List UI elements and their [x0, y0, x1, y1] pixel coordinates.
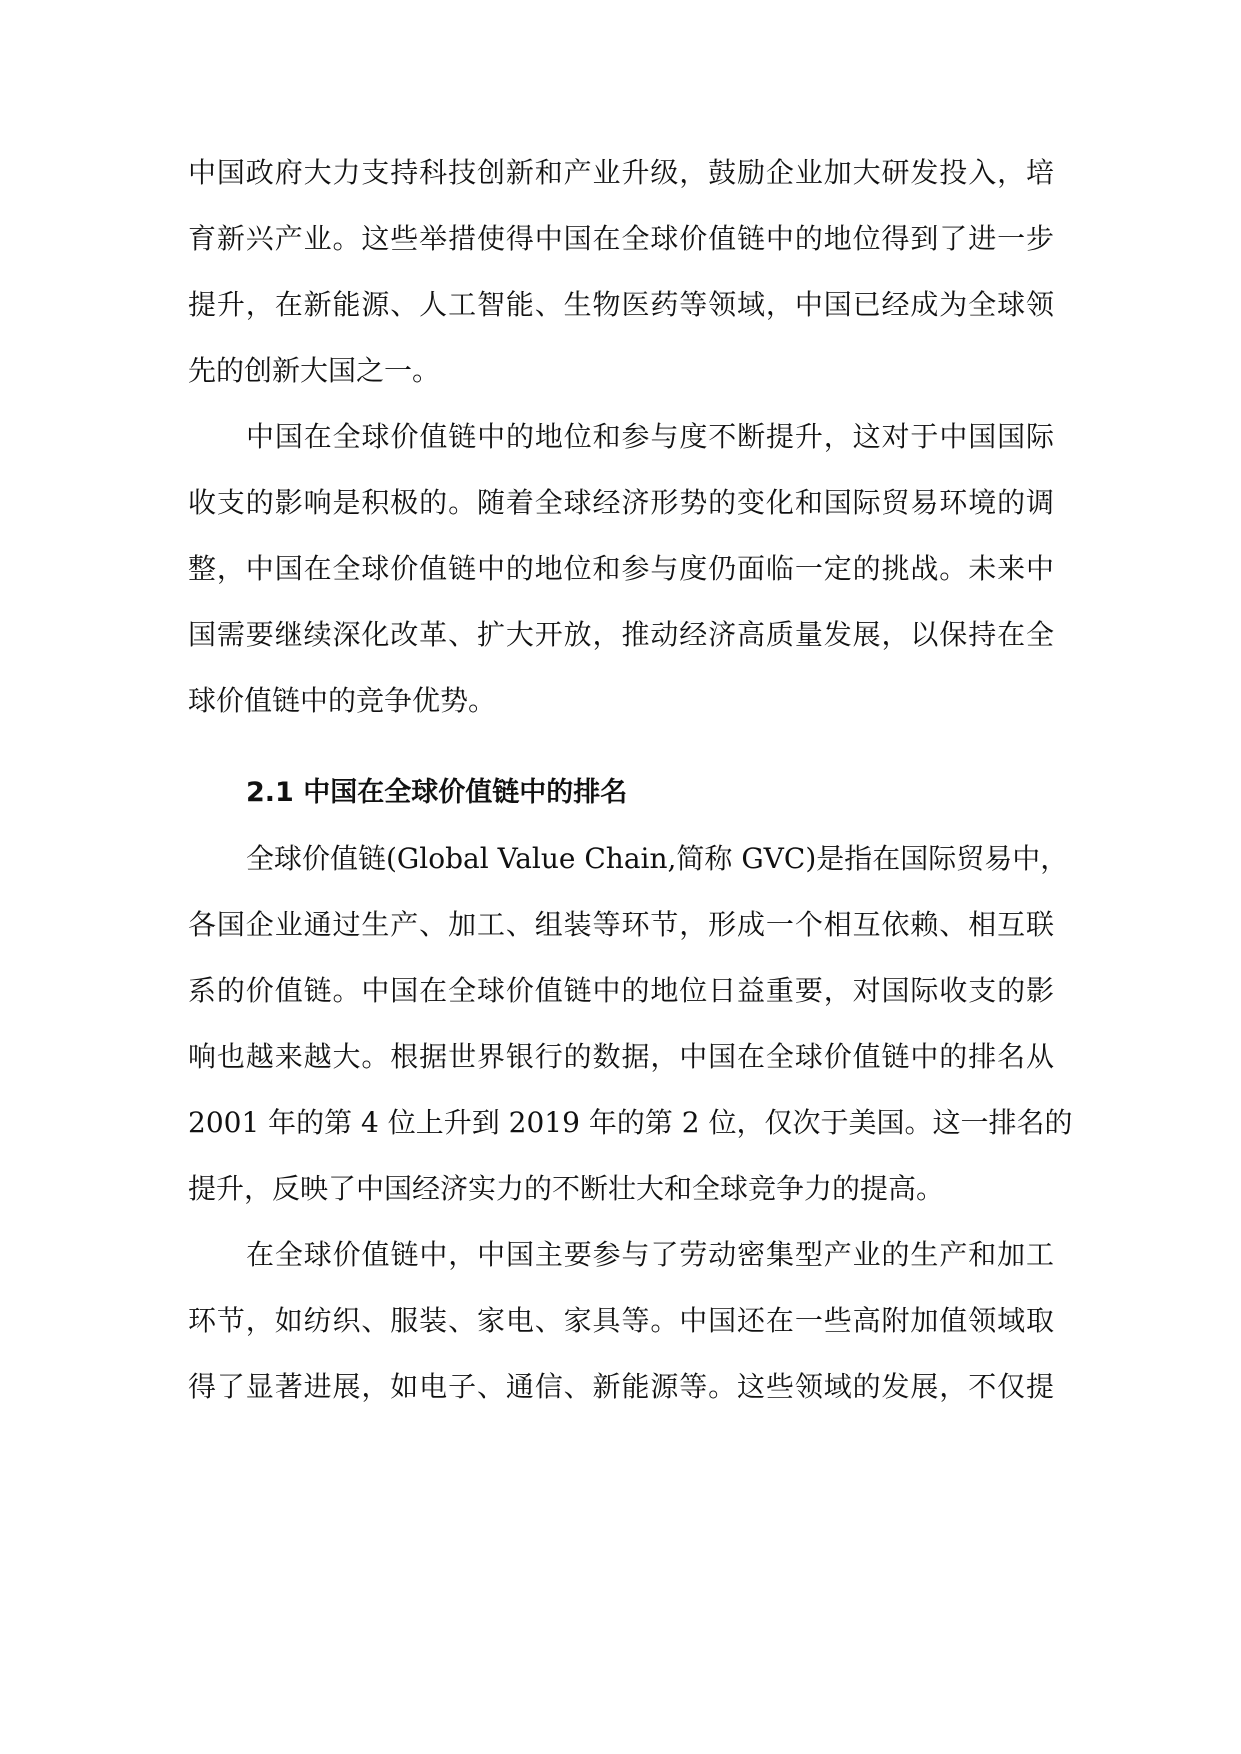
- text-line: 各国企业通过生产、加工、组装等环节，形成一个相互依赖、相互联: [188, 908, 1054, 941]
- text-line: 环节，如纺织、服装、家电、家具等。中国还在一些高附加值领域取: [188, 1304, 1054, 1337]
- text-line: 球价值链中的竞争优势。: [188, 684, 497, 717]
- text-line: 提升，在新能源、人工智能、生物医药等领域，中国已经成为全球领: [188, 288, 1054, 321]
- text-line: 2001 年的第 4 位上升到 2019 年的第 2 位，仅次于美国。这一排名的: [188, 1106, 1073, 1139]
- section-number: 2.1: [246, 777, 294, 808]
- text-line: 整，中国在全球价值链中的地位和参与度仍面临一定的挑战。未来中: [188, 552, 1054, 585]
- text-line: 全球价值链(Global Value Chain,简称 GVC)是指在国际贸易中，: [246, 842, 1069, 875]
- text-line: 得了显著进展，如电子、通信、新能源等。这些领域的发展，不仅提: [188, 1370, 1054, 1403]
- text-line: 中国在全球价值链中的地位和参与度不断提升，这对于中国国际: [246, 420, 1054, 453]
- document-body: [188, 140, 1073, 1420]
- text-line: 提升，反映了中国经济实力的不断壮大和全球竞争力的提高。: [188, 1172, 945, 1205]
- text-line: 育新兴产业。这些举措使得中国在全球价值链中的地位得到了进一步: [188, 222, 1054, 255]
- text-line: 在全球价值链中，中国主要参与了劳动密集型产业的生产和加工: [246, 1238, 1054, 1271]
- section-paragraph-1: [188, 826, 1073, 1222]
- text-line: 响也越来越大。根据世界银行的数据，中国在全球价值链中的排名从: [188, 1040, 1054, 1073]
- section-title: 中国在全球价值链中的排名: [303, 777, 628, 808]
- section-paragraph-2: [188, 1222, 1054, 1420]
- text-line: 中国政府大力支持科技创新和产业升级，鼓励企业加大研发投入，培: [188, 156, 1054, 189]
- paragraph-2: [188, 404, 1054, 734]
- text-line: 先的创新大国之一。: [188, 354, 441, 387]
- text-line: 收支的影响是积极的。随着全球经济形势的变化和国际贸易环境的调: [188, 486, 1054, 519]
- paragraph-1: [188, 140, 1054, 404]
- section-heading: [188, 760, 1054, 826]
- text-line: 系的价值链。中国在全球价值链中的地位日益重要，对国际收支的影: [188, 974, 1054, 1007]
- text-line: 国需要继续深化改革、扩大开放，推动经济高质量发展，以保持在全: [188, 618, 1054, 651]
